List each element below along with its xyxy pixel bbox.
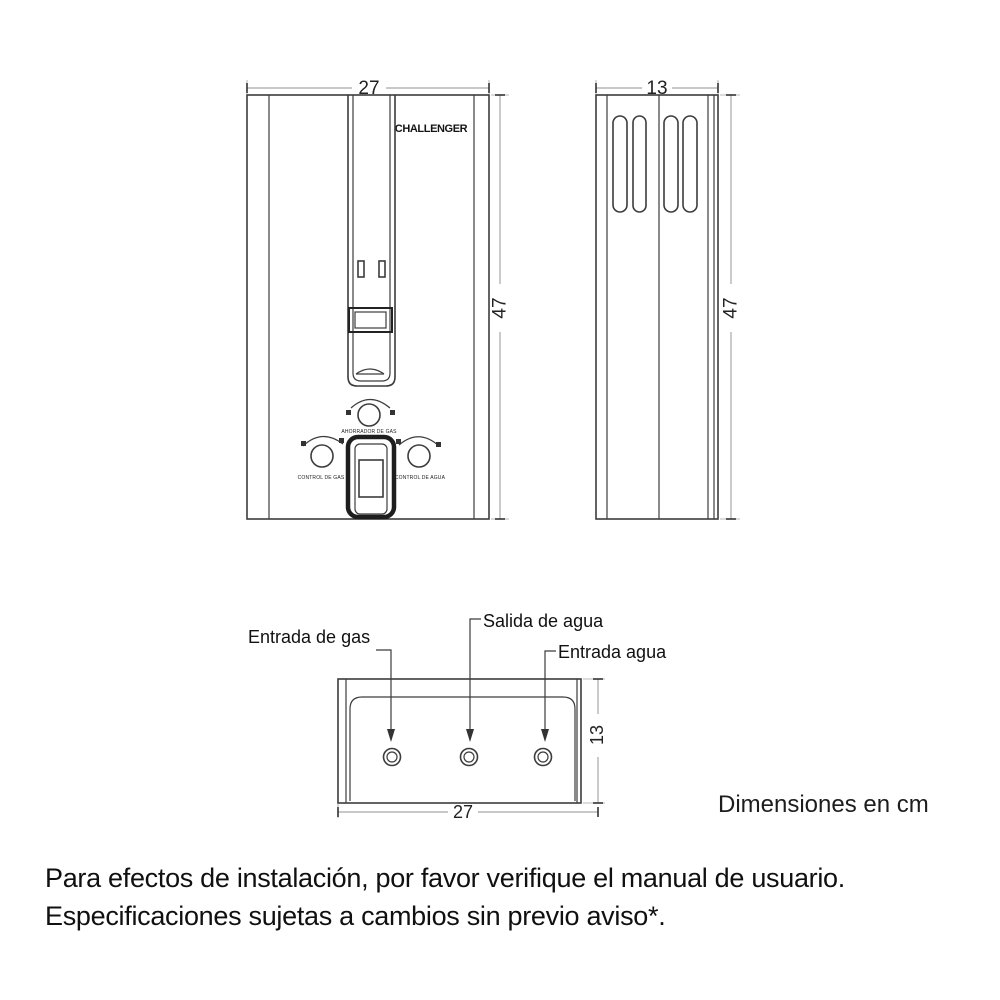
knob-stop-mark [346,410,351,415]
leader-arrow [387,729,395,742]
knob-stop-mark [339,438,344,443]
port-label-water-outlet: Salida de agua [483,611,604,631]
port-circle [461,749,478,766]
front-view [247,78,511,519]
front-width-value: 27 [358,78,380,99]
display-panel [348,437,394,517]
side-dim-width [596,78,718,99]
port-water-outlet [461,611,605,766]
gas-knob-label: CONTROL DE GAS [297,475,345,481]
port-circle [384,749,401,766]
leader-arrow [466,729,474,742]
leader-line [545,651,556,730]
front-dim-width [247,78,489,99]
port-label-gas-inlet: Entrada de gas [248,627,371,647]
footer-line-1: Para efectos de instalación, por favor verifique el manual de usuario. [45,863,845,893]
side-view [596,78,742,519]
knob-stop-mark [390,410,395,415]
leader-line [376,650,391,730]
knob-circle [358,404,380,426]
bottom-width-value: 27 [452,802,474,822]
vent-slot [379,261,385,277]
footer-line-2: Especificaciones sujetas a cambios sin previo aviso*. [45,901,666,931]
bottom-dim-depth [583,679,607,803]
side-dim-height [720,95,742,519]
leader-line [470,619,481,730]
knob-circle [408,445,430,467]
leader-arrow [541,729,549,742]
water-knob-label: CONTROL DE AGUA [394,475,446,481]
saver-knob-label: AHORRADOR DE GAS [341,429,397,435]
port-circle-inner [538,752,548,762]
port-circle-inner [464,752,474,762]
knob-stop-mark [436,442,441,447]
vent-slot [633,116,646,212]
front-dim-height [490,95,511,519]
bottom-dim-width [338,802,598,822]
bottom-depth-value: 13 [587,724,607,746]
control-knob-water [395,437,446,481]
control-knob-gas [298,436,345,481]
knob-stop-mark [396,439,401,444]
port-label-water-inlet: Entrada agua [558,642,667,662]
port-circle-inner [387,752,397,762]
strip-arch [356,369,384,374]
flue-strip [348,95,395,386]
side-vents [613,116,697,212]
side-width-value: 13 [646,78,668,99]
front-height-value: 47 [489,297,511,319]
vent-slot [613,116,627,212]
vent-slot [664,116,678,212]
pilot-window [349,308,392,332]
footer-note [45,859,845,935]
display-window [359,460,383,497]
vent-slot [683,116,697,212]
brand-logo: CHALLENGER [394,123,468,135]
side-height-value: 47 [720,297,742,319]
bottom-view [248,611,667,822]
knob-stop-mark [301,441,306,446]
side-outline [596,95,718,519]
knob-circle [311,445,333,467]
port-water-inlet [535,642,668,766]
port-circle [535,749,552,766]
control-knob-saver [341,400,397,436]
vent-slot [358,261,364,277]
port-gas-inlet [248,627,401,766]
units-note: Dimensiones en cm [718,791,929,818]
